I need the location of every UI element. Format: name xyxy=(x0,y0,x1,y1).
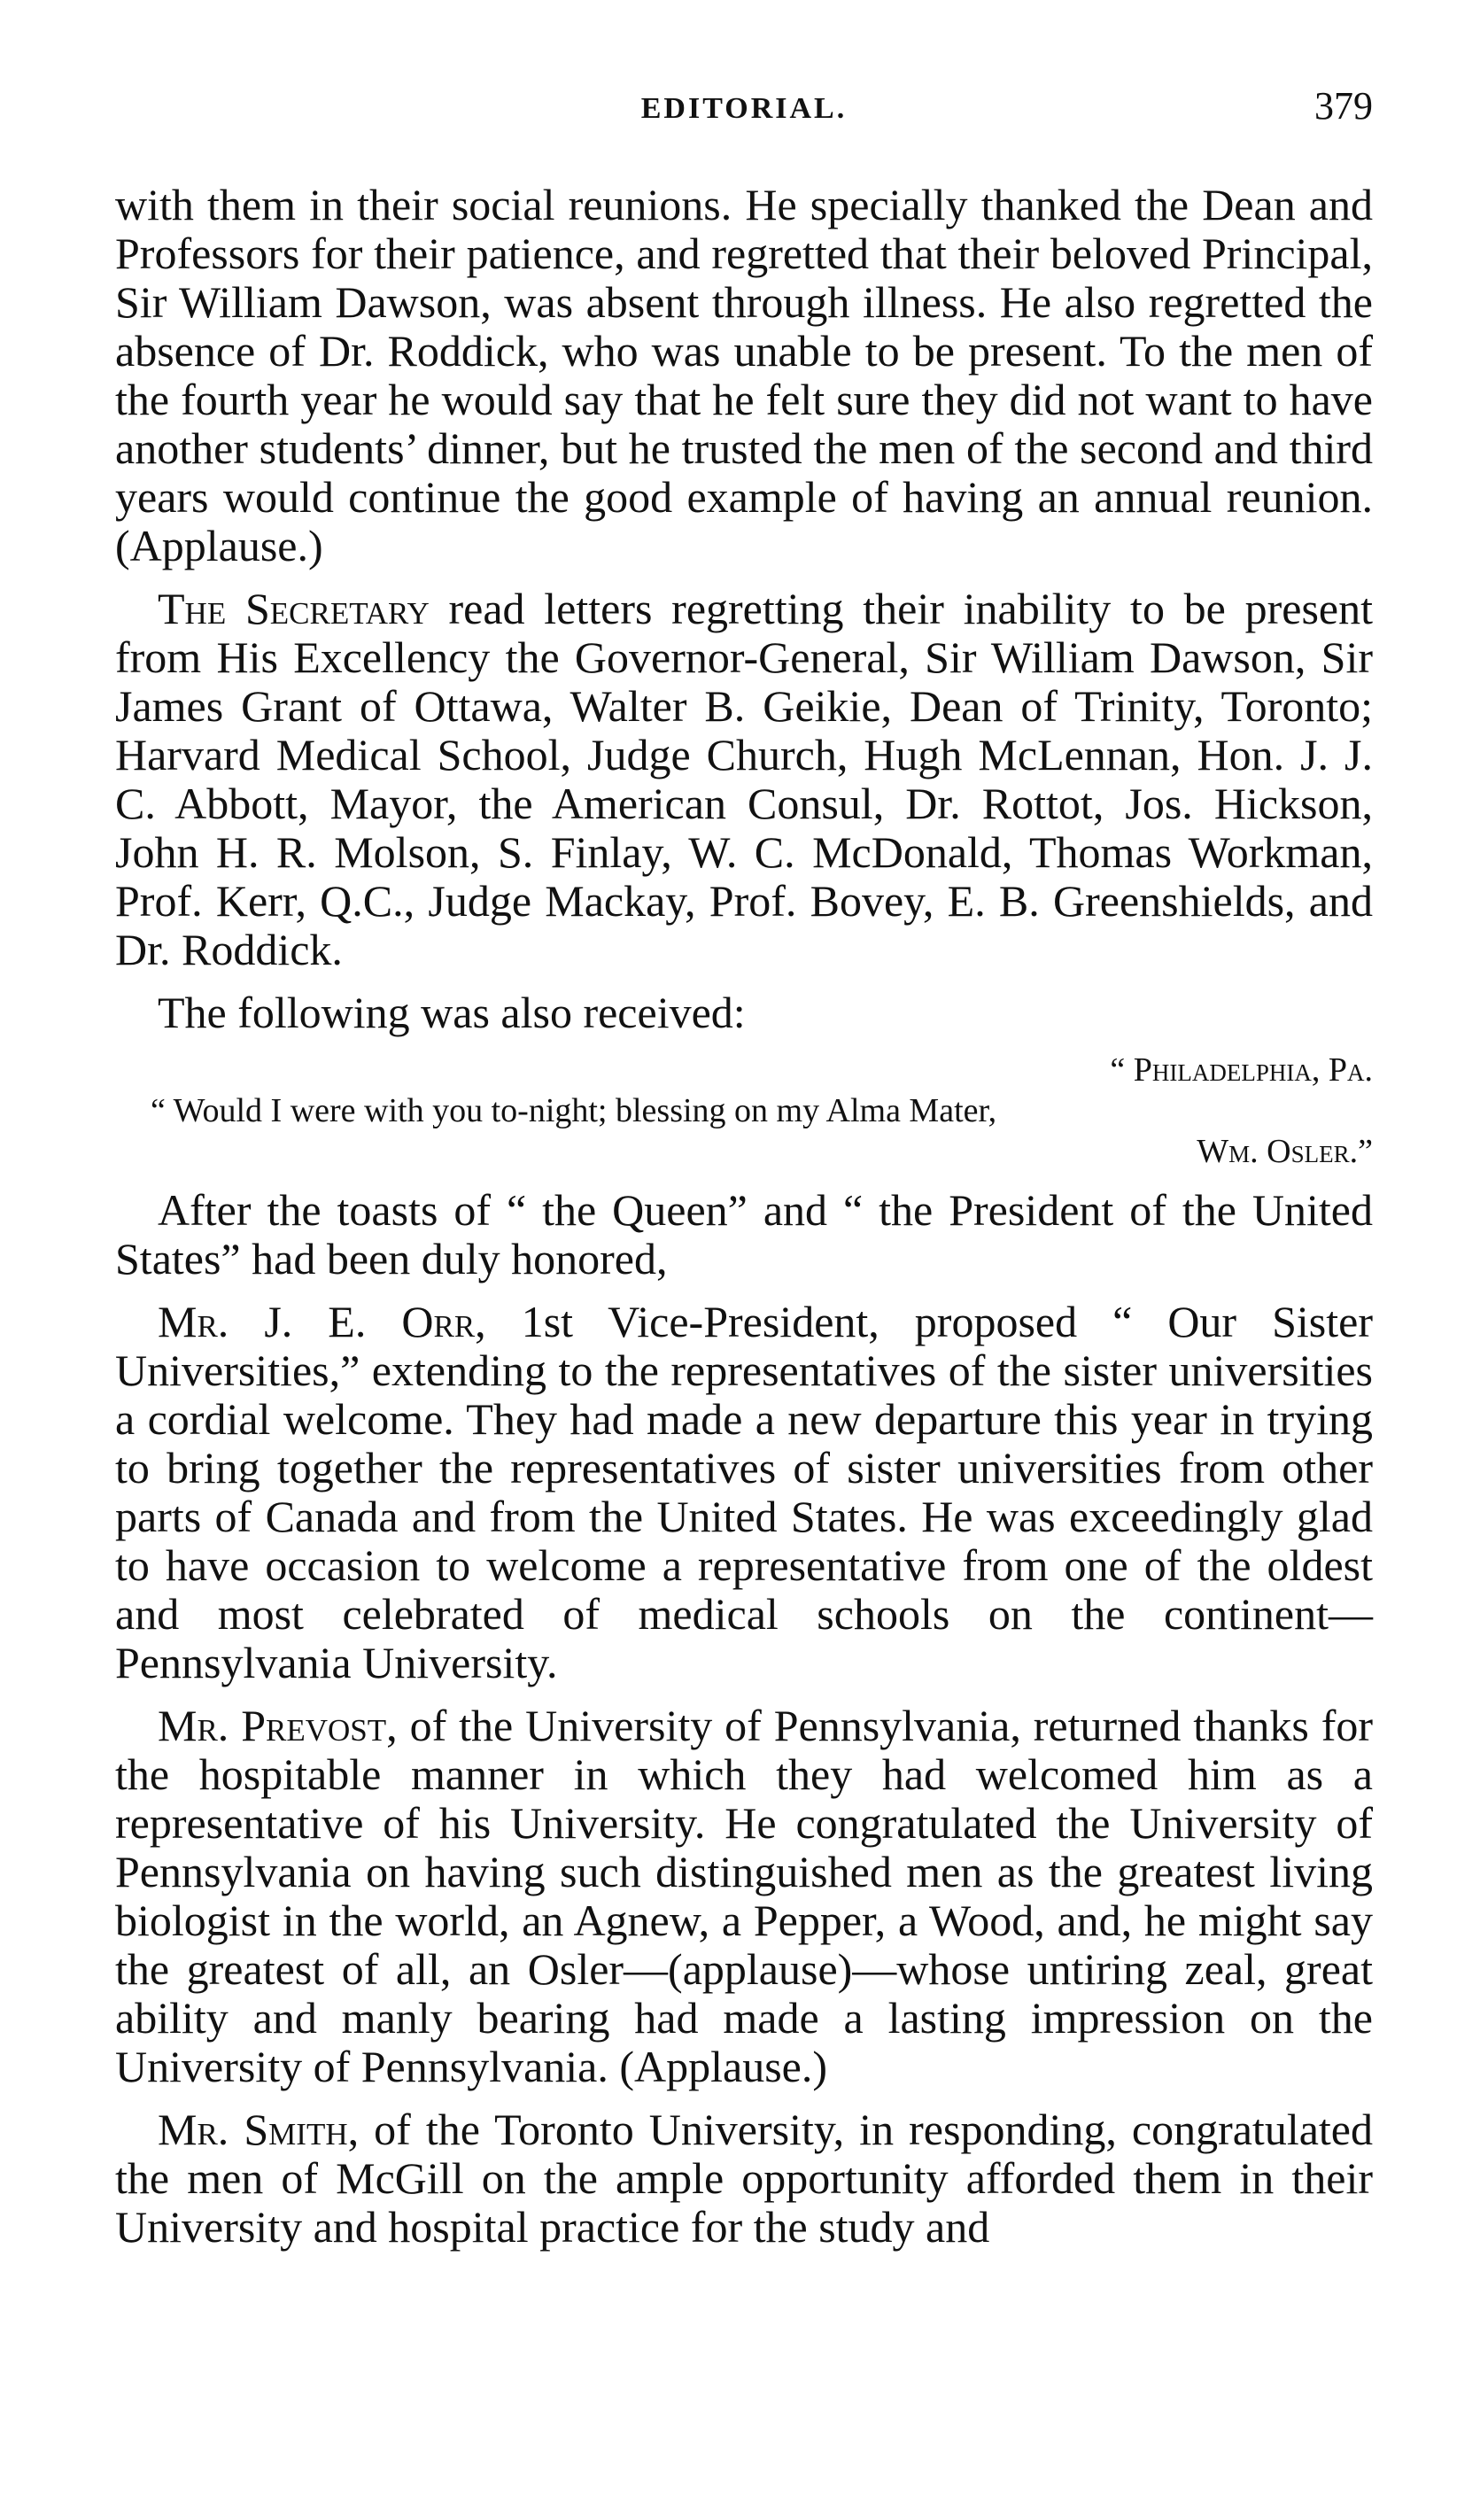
paragraph-prevost xyxy=(115,1702,1373,2091)
speaker-name: Mr. J. E. Orr xyxy=(158,1297,476,1346)
paragraph-orr xyxy=(115,1298,1373,1687)
speaker-name: Mr. Smith xyxy=(158,2105,348,2154)
letter-body: “ Would I were with you to-night; blessing on my Alma Mater, xyxy=(151,1092,997,1129)
paragraph-toasts: After the toasts of “ the Queen” and “ the President of the United States” had been duly honored, xyxy=(115,1185,1373,1283)
paragraph-continuation: with them in their social reunions. He specially thanked the Dean and Professors for their patience, and regretted that their beloved Principal, Sir William Dawson, was absent through illness. He also regretted the absence of Dr. Roddick, who was unable to be present. To the men of the fourth year he would say that he felt sure they did not want to have another students’ dinner, but he trusted the men of the second and third years would continue the good example of having an annual reunion. (Applause.) xyxy=(115,180,1373,570)
paragraph-text: read letters regretting their inability to be present from His Excellency the Governor-General, Sir William Dawson, Sir James Grant of Ottawa, Walter B. Geikie, Dean of Trinity, Toronto; Harvard Medical School, Judge Church, Hugh McLennan, Hon. J. J. C. Abbott, Mayor, the American Consul, Dr. Rottot, Jos. Hickson, John H. R. Molson, S. Finlay, W. C. McDonald, Thomas Workman, Prof. Kerr, Q.C., Judge Mackay, Prof. Bovey, E. B. Greenshields, and Dr. Roddick. xyxy=(115,584,1374,974)
paragraph-secretary-letters xyxy=(115,585,1373,974)
paragraph-text: , of the Toronto University, in responding, congratulated the men of McGill on the ample opportunity afforded them in their University and hospital practice for the study and xyxy=(115,2105,1373,2252)
running-head xyxy=(115,81,1373,143)
letter-place: “ Philadelphia, Pa. xyxy=(1110,1051,1373,1089)
paragraph-smith xyxy=(115,2105,1373,2252)
letter-signature: Wm. Osler.” xyxy=(1197,1133,1373,1170)
running-head-title: EDITORIAL. xyxy=(640,92,848,125)
quoted-letter xyxy=(115,1050,1373,1172)
page-number: 379 xyxy=(1314,84,1373,128)
paragraph-text: , 1st Vice-President, proposed “ Our Sister Universities,” extending to the representatives of the sister universities a cordial welcome. They had made a new departure this year in trying to bring together the representatives of sister universities from other parts of Canada and from the United States. He was exceedingly glad to have occasion to welcome a representative from one of the oldest and most celebrated of medical schools on the continent—Pennsylvania University. xyxy=(115,1297,1373,1687)
speaker-name: Mr. Prevost xyxy=(158,1701,387,1750)
paragraph-following-received: The following was also received: xyxy=(158,988,746,1037)
paragraph-text: , of the University of Pennsylvania, returned thanks for the hospitable manner in which they had welcomed him as a representative of his University. He congratulated the University of Pennsylvania on having such distinguished men as the greatest living biologist in the world, an Agnew, a Pepper, a Wood, and, he might say the greatest of all, an Osler—(applause)—whose untiring zeal, great ability and manly bearing had made a lasting impression on the University of Pennsylvania. (Applause.) xyxy=(115,1701,1374,2091)
speaker-name: The Secretary xyxy=(158,584,430,633)
document-page xyxy=(115,81,1373,2252)
